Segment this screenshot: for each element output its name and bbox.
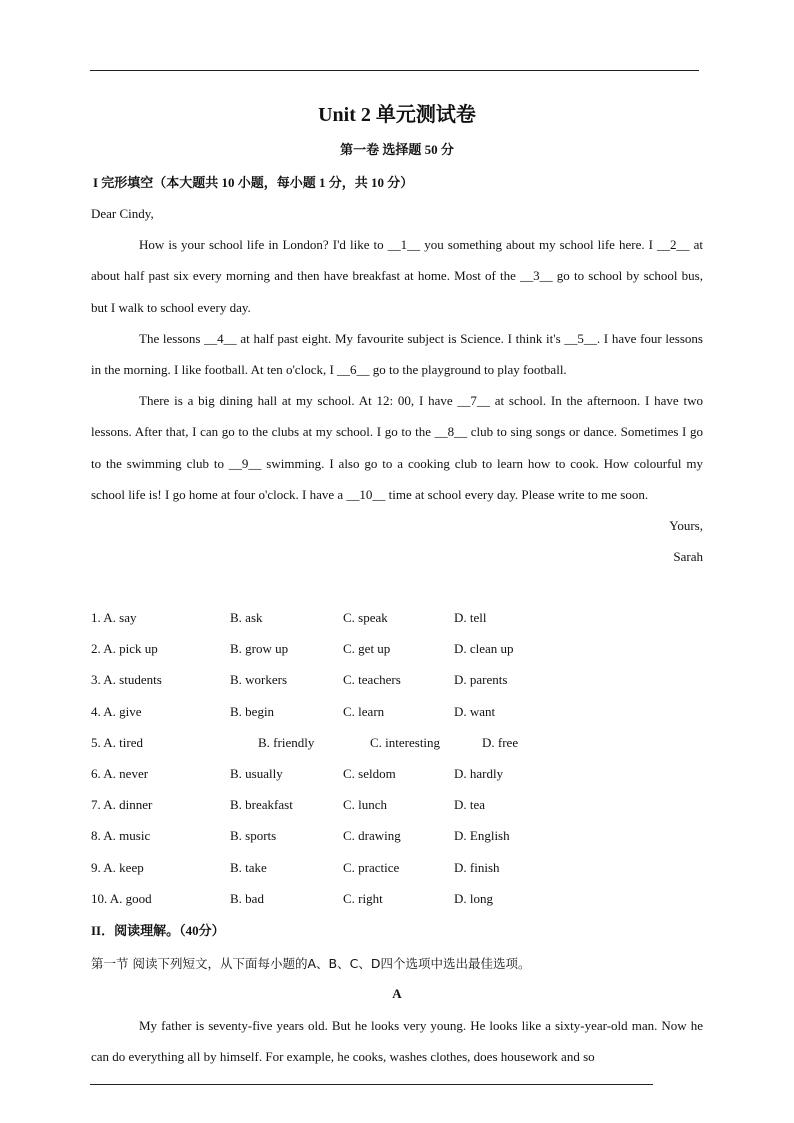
option-row <box>91 633 703 664</box>
option-a: 8. A. music <box>91 828 151 844</box>
option-row <box>91 820 703 851</box>
option-c: C. interesting <box>370 734 441 750</box>
option-a: 7. A. dinner <box>91 797 153 813</box>
option-a: 6. A. never <box>91 765 149 781</box>
option-row <box>91 789 703 820</box>
footer-rule <box>90 1084 653 1085</box>
cloze-options <box>91 602 703 914</box>
option-c: C. get up <box>343 641 391 657</box>
option-d: D. tea <box>454 797 486 813</box>
option-row <box>91 602 703 633</box>
option-a: 2. A. pick up <box>91 641 158 657</box>
option-b: B. friendly <box>258 734 315 750</box>
option-a: 4. A. give <box>91 703 142 719</box>
section2-heading: II．阅读理解。（40分） <box>91 923 225 938</box>
option-a: 9. A. keep <box>91 859 144 875</box>
option-b: B. begin <box>230 703 275 719</box>
option-b: B. workers <box>230 672 288 688</box>
section1-heading: I 完形填空（本大题共 10 小题，每小题 1 分，共 10 分） <box>93 175 414 190</box>
option-d: D. want <box>454 703 496 719</box>
part1-instruction: 第一节 阅读下列短文，从下面每小题的A、B、C、D四个选项中选出最佳选项。 <box>91 956 531 971</box>
paper-subtitle: 第一卷 选择题 50 分 <box>340 142 454 157</box>
option-b: B. take <box>230 859 267 875</box>
option-b: B. breakfast <box>230 797 293 813</box>
option-a: 5. A. tired <box>91 734 143 750</box>
option-c: C. speak <box>343 610 388 625</box>
option-a: 10. A. good <box>91 890 152 906</box>
option-c: C. drawing <box>343 828 401 844</box>
option-a: 3. A. students <box>91 672 162 688</box>
option-d: D. finish <box>454 859 500 875</box>
letter-greeting: Dear Cindy, <box>91 206 154 221</box>
option-row <box>91 664 703 695</box>
option-c: C. practice <box>343 859 400 875</box>
option-d: D. free <box>482 734 519 750</box>
option-d: D. hardly <box>454 765 504 781</box>
option-b: B. grow up <box>230 641 289 657</box>
letter-paragraph: The lessons __4__ at half past eight. My favourite subject is Science. I think it's __5__. I have four lessons in the morning. I like football. At ten o'clock, I __6__ go to the playground to play football. <box>91 330 703 378</box>
option-d: D. English <box>454 828 510 844</box>
letter-closing: Yours, <box>669 518 703 534</box>
option-row <box>91 696 703 727</box>
page-title: Unit 2 单元测试卷 <box>318 104 476 126</box>
option-row <box>91 758 703 789</box>
header-rule <box>90 70 699 71</box>
option-b: B. bad <box>230 890 264 906</box>
option-row <box>91 883 703 914</box>
option-c: C. seldom <box>343 765 396 781</box>
option-d: D. parents <box>454 672 508 688</box>
option-row <box>91 727 703 758</box>
letter-paragraph: There is a big dining hall at my school. At 12: 00, I have __7__ at school. In the afternoon. I have two lessons. After that, I can go to the clubs at my school. I go to the __8__ club to sing songs or dance. Sometimes I go to the swimming club to __9__ swimming. I also go to a cooking club to learn how to cook. How colourful my school life is! I go home at four o'clock. I have a __10__ time at school every day. Please write to me soon. <box>91 393 703 502</box>
option-a: 1. A. say <box>91 610 137 625</box>
letter-paragraph: How is your school life in London? I'd like to __1__ you something about my school life here. I __2__ at about half past six every morning and then have breakfast at home. Most of the __3__ go to school by school bus, but I walk to school every day. <box>91 237 703 315</box>
option-c: C. teachers <box>343 672 401 688</box>
passage-text: My father is seventy-five years old. But he looks very young. He looks like a sixty-year-old man. Now he can do everything all by himself. For example, he cooks, washes clothes, does housework and so <box>91 1018 703 1065</box>
option-d: D. long <box>454 890 493 906</box>
letter-signature: Sarah <box>673 549 703 565</box>
option-c: C. learn <box>343 703 385 719</box>
option-d: D. tell <box>454 610 487 625</box>
cloze-letter <box>91 198 703 572</box>
option-b: B. ask <box>230 610 263 625</box>
option-b: B. sports <box>230 828 277 844</box>
option-b: B. usually <box>230 765 283 781</box>
option-d: D. clean up <box>454 641 514 657</box>
option-c: C. lunch <box>343 797 388 813</box>
option-row <box>91 852 703 883</box>
option-c: C. right <box>343 890 383 906</box>
passage-label: A <box>392 986 402 1001</box>
